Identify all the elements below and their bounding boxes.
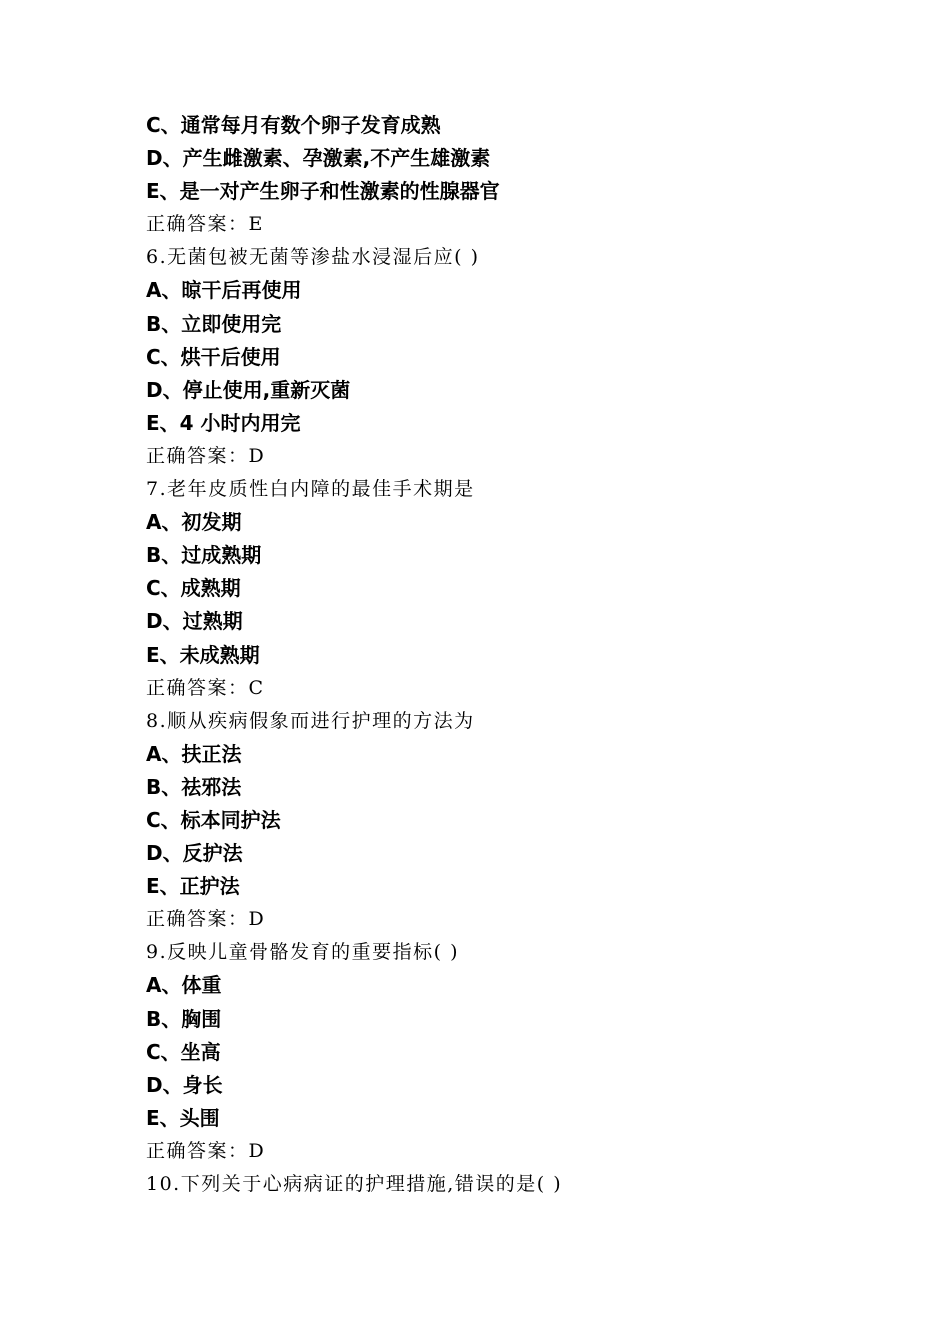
option-9d: D、身长 [146, 1072, 223, 1097]
question-10: 10.下列关于心病病证的护理措施,错误的是( ) [146, 1173, 563, 1195]
option-5e: E、是一对产生卵子和性激素的性腺器官 [146, 179, 500, 204]
answer-6: 正确答案：D [146, 444, 266, 467]
option-8a: A、扶正法 [146, 741, 242, 766]
question-9: 9.反映儿童骨骼发育的重要指标( ) [146, 941, 459, 964]
option-8c: C、标本同护法 [146, 807, 281, 832]
option-7d: D、过熟期 [146, 609, 243, 634]
option-6e: E、4 小时内用完 [146, 410, 301, 435]
option-8b: B、祛邪法 [146, 774, 242, 799]
option-9c: C、坐高 [146, 1039, 221, 1064]
option-9b: B、胸围 [146, 1006, 222, 1031]
option-5c: C、通常每月有数个卵子发育成熟 [146, 113, 441, 137]
option-6b: B、立即使用完 [146, 311, 282, 336]
option-5d: D、产生雌激素、孕激素,不产生雄激素 [146, 146, 491, 171]
option-9e: E、头围 [146, 1105, 220, 1130]
question-7: 7.老年皮质性白内障的最佳手术期是 [146, 478, 475, 501]
answer-9: 正确答案：D [146, 1139, 266, 1162]
answer-7: 正确答案：C [146, 676, 265, 699]
question-8: 8.顺从疾病假象而进行护理的方法为 [146, 709, 475, 732]
option-9a: A、体重 [146, 973, 222, 998]
option-7a: A、初发期 [146, 510, 242, 535]
option-7b: B、过成熟期 [146, 543, 262, 568]
option-6d: D、停止使用,重新灭菌 [146, 377, 351, 402]
option-6a: A、晾干后再使用 [146, 278, 302, 303]
option-6c: C、烘干后使用 [146, 344, 281, 369]
option-8e: E、正护法 [146, 874, 240, 899]
question-6: 6.无菌包被无菌等渗盐水浸湿后应( ) [146, 246, 480, 269]
option-7c: C、成熟期 [146, 576, 241, 601]
document-content [146, 109, 890, 1201]
answer-8: 正确答案：D [146, 908, 266, 931]
option-8d: D、反护法 [146, 841, 243, 866]
option-7e: E、未成熟期 [146, 642, 260, 667]
answer-5: 正确答案：E [146, 213, 264, 236]
